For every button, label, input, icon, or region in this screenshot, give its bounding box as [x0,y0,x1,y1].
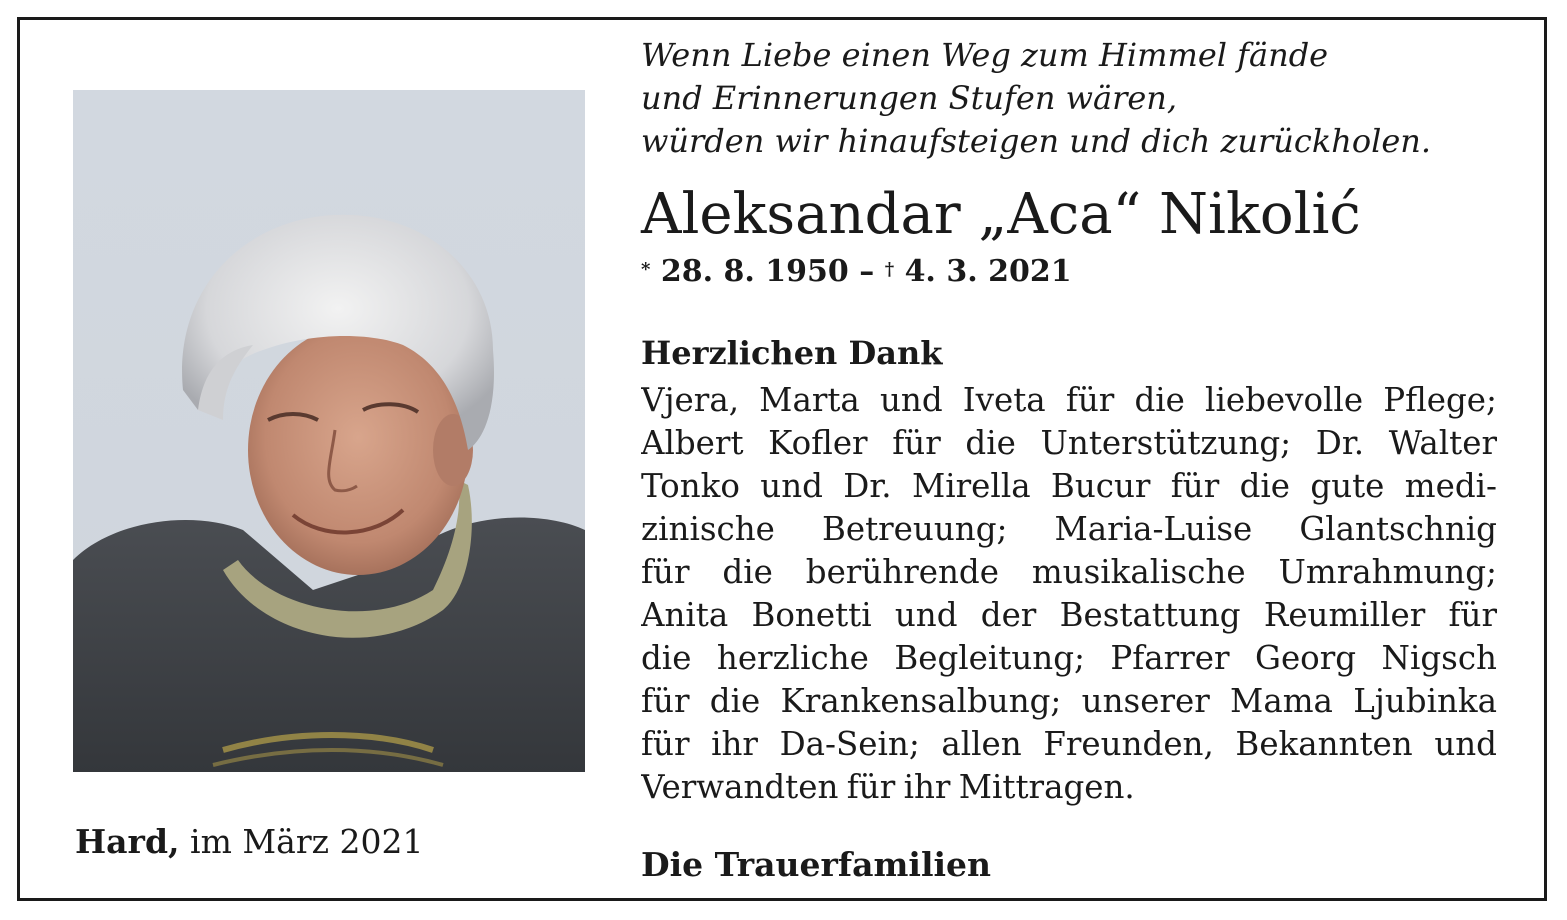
thanks-heading: Herzlichen Dank [641,334,943,372]
thanks-line: zinische Betreuung; Maria-Luise Glantschnig [641,510,1497,548]
memorial-poem [641,34,1497,163]
place-name: Hard, [75,822,180,861]
thanks-line: Anita Bonetti und der Bestattung Reumiller für [641,596,1497,634]
thanks-line: Verwandten für ihr Mittragen. [641,768,1135,806]
birth-date: 28. 8. 1950 [660,254,849,289]
place-date: im März 2021 [190,822,424,861]
poem-line: würden wir hinaufsteigen und dich zurückholen. [641,122,1432,160]
thanks-line: Albert Kofler für die Unterstützung; Dr. Walter [641,424,1497,462]
thanks-line: für ihr Da-Sein; allen Freunden, Bekannten und [641,725,1497,763]
family-signature: Die Trauerfamilien [641,845,992,884]
poem-line: Wenn Liebe einen Weg zum Himmel fände [641,36,1329,74]
birth-symbol: * [641,259,651,280]
thanks-line: die herzliche Begleitung; Pfarrer Georg Nigsch [641,639,1497,677]
thanks-paragraph [641,379,1497,809]
life-dates [641,251,1497,293]
deceased-name: Aleksandar „Aca“ Nikolić [641,182,1361,247]
portrait-photo [73,90,585,772]
thanks-line: Vjera, Marta und Iveta für die liebevolle Pflege; [641,381,1497,419]
place-date-line [75,820,423,864]
poem-line: und Erinnerungen Stufen wären, [641,79,1178,117]
thanks-line: für die berührende musikalische Umrahmung; [641,553,1497,591]
thanks-line: für die Krankensalbung; unserer Mama Ljubinka [641,682,1497,720]
date-separator: – [859,254,875,289]
death-date: 4. 3. 2021 [904,254,1072,289]
thanks-line: Tonko und Dr. Mirella Bucur für die gute medi- [641,467,1497,505]
notice-text-column [641,34,1497,809]
death-symbol: † [884,259,895,280]
